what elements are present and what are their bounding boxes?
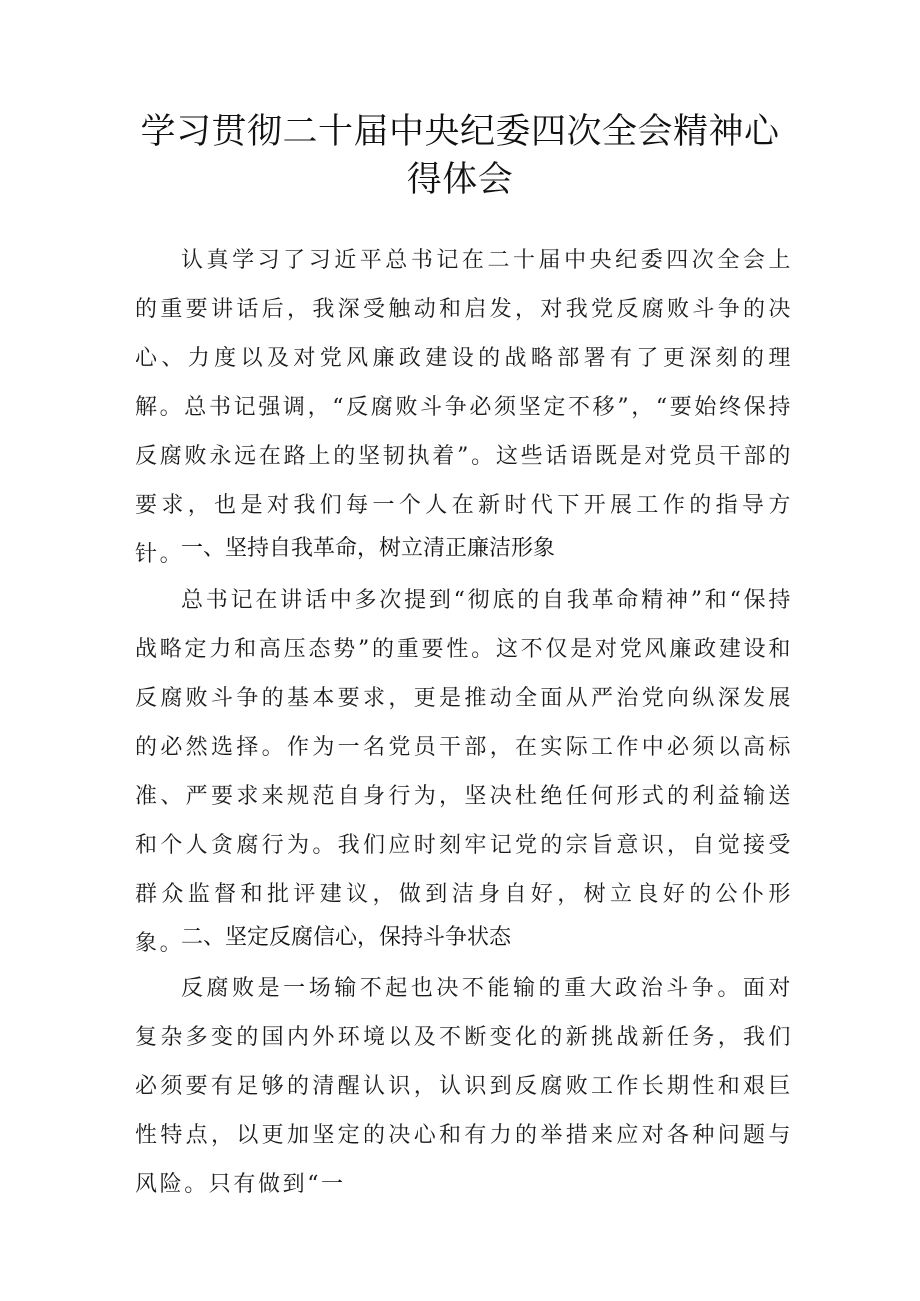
document-title-line-2: 得体会	[406, 160, 514, 200]
section-1-paragraph: 总书记在讲话中多次提到“彻底的自我革命精神”和“保持战略定力和高压态势”的重要性。这不仅是对党风廉政建设和反腐败斗争的基本要求，更是推动全面从严治党向纵深发展的必然选择。作为一名党员干部，在实际工作中必须以高标准、严要求来规范自身行为，坚决杜绝任何形式的利益输送和个人贪腐行为。我们应时刻牢记党的宗旨意识，自觉接受群众监督和批评建议，做到洁身自好，树立良好的公仆形象。	[135, 588, 793, 956]
intro-paragraph: 认真学习了习近平总书记在二十届中央纪委四次全会上的重要讲话后，我深受触动和启发，对我党反腐败斗争的决心、力度以及对党风廉政建设的战略部署有了更深刻的理解。总书记强调，“反腐败斗争必须坚定不移”，“要始终保持反腐败永远在路上的坚韧执着”。这些话语既是对党员干部的要求，也是对我们每一个人在新时代下开展工作的指导方针。	[135, 248, 793, 567]
section-2-heading: 二、坚定反腐信心，保持斗争状态	[181, 925, 512, 950]
section-2-paragraph: 反腐败是一场输不起也决不能输的重大政治斗争。面对复杂多变的国内外环境以及不断变化的新挑战新任务，我们必须要有足够的清醒认识，认识到反腐败工作长期性和艰巨性特点，以更加坚定的决心和有力的举措来应对各种问题与风险。只有做到“一	[135, 976, 793, 1197]
document-title-line-1: 学习贯彻二十届中央纪委四次全会精神心	[140, 112, 780, 152]
section-1-heading: 一、坚持自我革命，树立清正廉洁形象	[181, 536, 556, 561]
